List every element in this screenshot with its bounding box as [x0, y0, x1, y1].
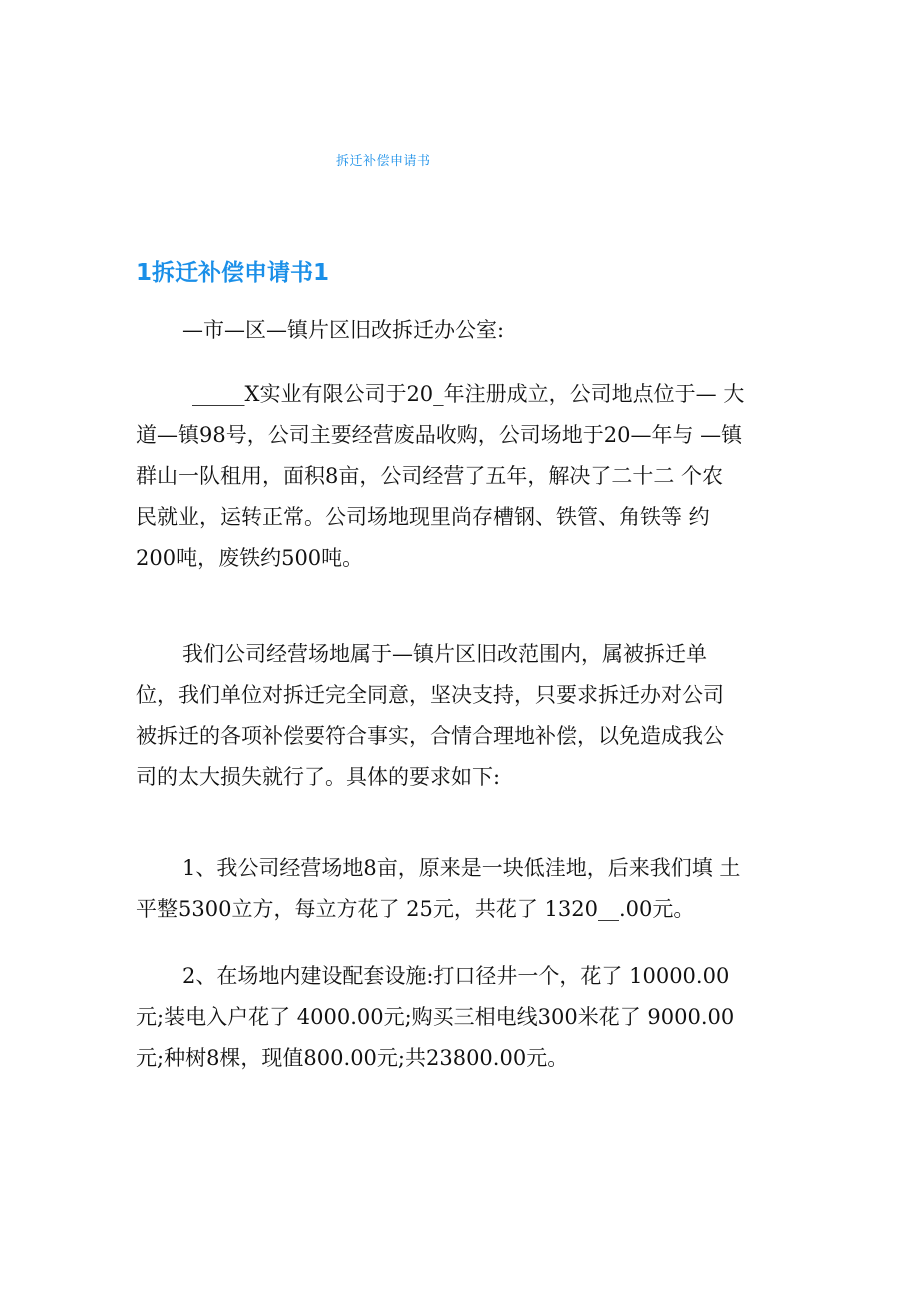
- paragraph-line: 元;种树8棵，现值800.00元;共23800.00元。: [136, 1046, 569, 1070]
- paragraph-demolition-statement: [136, 634, 796, 798]
- paragraph-requirement-2: [136, 956, 796, 1079]
- addressee-line: —市—区—镇片区旧改拆迁办公室:: [182, 318, 505, 342]
- paragraph-line: 民就业，运转正常。公司场地现里尚存槽钢、铁管、角铁等 约: [136, 505, 710, 529]
- paragraph-line: 2、在场地内建设配套设施:打口径井一个，花了 10000.00: [182, 964, 730, 988]
- paragraph-line: 我们公司经营场地属于—镇片区旧改范围内，属被拆迁单: [182, 642, 707, 666]
- paragraph-line: 位，我们单位对拆迁完全同意，坚决支持，只要求拆迁办对公司: [136, 683, 724, 707]
- paragraph-line: 平整5300立方，每立方花了 25元，共花了 1320__.00元。: [136, 897, 695, 921]
- paragraph-line: 元;装电入户花了 4000.00元;购买三相电线300米花了 9000.00: [136, 1005, 735, 1029]
- page-header-title: 拆迁补偿申请书: [336, 154, 431, 169]
- paragraph-line: 1、我公司经营场地8亩，原来是一块低洼地，后来我们填 土: [182, 856, 741, 880]
- paragraph-requirement-1: [136, 848, 796, 930]
- paragraph-line: 司的太大损失就行了。具体的要求如下:: [136, 765, 501, 789]
- paragraph-line: 被拆迁的各项补偿要符合事实，合情合理地补偿，以免造成我公: [136, 724, 724, 748]
- paragraph-line: _____X实业有限公司于20_年注册成立，公司地点位于— 大: [192, 382, 745, 406]
- paragraph-company-intro: [136, 374, 796, 579]
- document-heading: 1拆迁补偿申请书1: [136, 260, 330, 286]
- paragraph-line: 道—镇98号，公司主要经营废品收购，公司场地于20—年与 —镇: [136, 423, 743, 447]
- paragraph-line: 200吨，废铁约500吨。: [136, 546, 364, 570]
- paragraph-line: 群山一队租用，面积8亩，公司经营了五年，解决了二十二 个农: [136, 464, 724, 488]
